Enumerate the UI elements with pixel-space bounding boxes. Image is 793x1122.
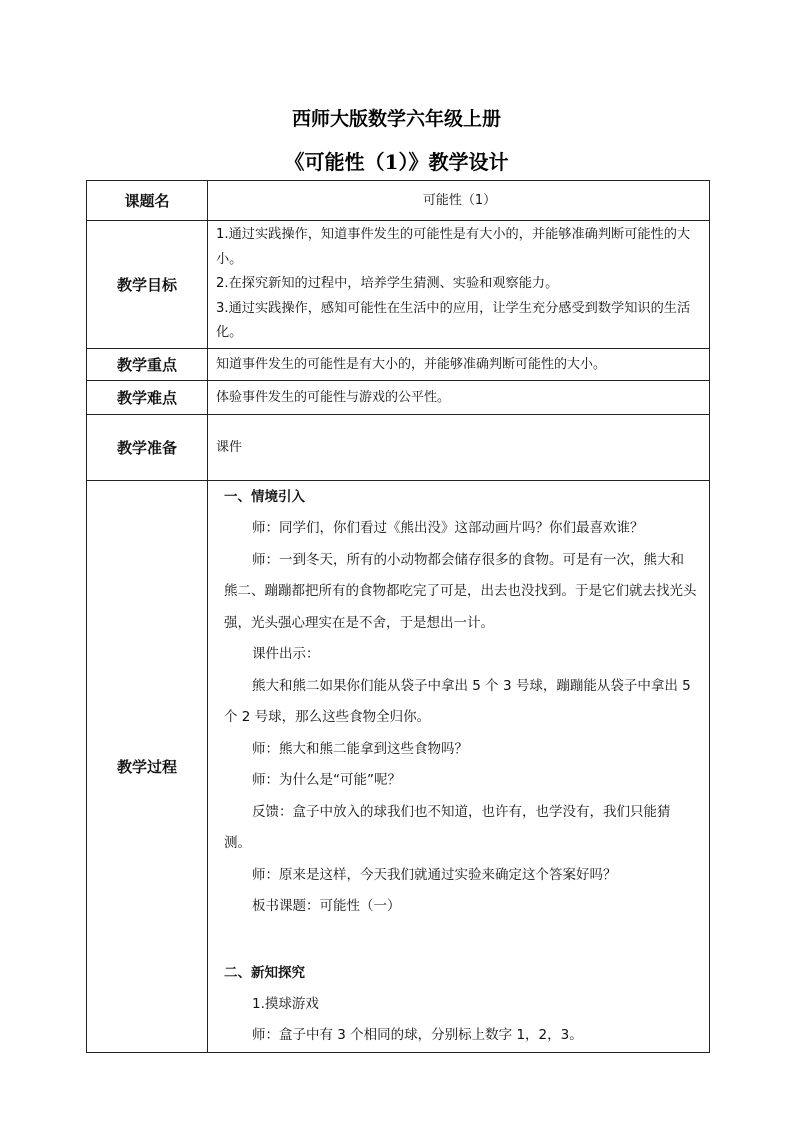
process-paragraph: 1.摸球游戏 <box>252 995 319 1012</box>
row-difficulties <box>87 381 710 415</box>
label-topic: 课题名 <box>87 181 208 221</box>
row-process <box>87 481 710 1053</box>
process-paragraph: 课件出示： <box>252 646 320 662</box>
process-paragraph: 板书课题：可能性（一） <box>252 898 401 914</box>
label-preparation: 教学准备 <box>87 415 208 481</box>
goal-item: 1.通过实践操作，知道事件发生的可能性是有大小的，并能够准确判断可能性的大小。 <box>216 227 691 267</box>
process-paragraph: 反馈：盒子中放入的球我们也不知道，也许有，也学没有，我们只能猜测。 <box>224 803 671 851</box>
label-process: 教学过程 <box>87 481 208 1053</box>
section-heading: 二、新知探究 <box>224 964 305 981</box>
value-preparation: 课件 <box>208 415 710 481</box>
document-subtitle: 《可能性（1）》教学设计 <box>284 150 509 174</box>
spacer <box>224 923 697 957</box>
process-paragraph: 师：盒子中有 3 个相同的球，分别标上数字 1，2，3。 <box>252 1027 583 1043</box>
section-heading: 一、情境引入 <box>224 489 305 505</box>
process-paragraph: 师：原来是这样，今天我们就通过实验来确定这个答案好吗？ <box>252 866 617 883</box>
process-paragraph: 熊大和熊二如果你们能从袋子中拿出 5 个 3 号球，蹦蹦能从袋子中拿出 5 个 2 号球，那么这些食物全归你。 <box>224 677 691 725</box>
goal-item: 3.通过实践操作，感知可能性在生活中的应用，让学生充分感受到数学知识的生活化。 <box>216 300 691 341</box>
value-topic: 可能性（1） <box>208 181 710 221</box>
process-paragraph: 师：同学们，你们看过《熊出没》这部动画片吗？你们最喜欢谁？ <box>252 520 644 536</box>
process-paragraph: 师：熊大和熊二能拿到这些食物吗？ <box>252 740 468 757</box>
value-key-points: 知道事件发生的可能性是有大小的，并能够准确判断可能性的大小。 <box>208 349 710 381</box>
lesson-plan-table <box>86 180 710 1053</box>
value-goals <box>208 221 710 349</box>
label-difficulties: 教学难点 <box>87 381 208 415</box>
document-title: 西师大版数学六年级上册 <box>291 108 501 130</box>
label-key-points: 教学重点 <box>87 349 208 381</box>
row-topic <box>87 181 710 221</box>
value-process <box>208 481 710 1053</box>
process-paragraph: 师：为什么是“可能”呢？ <box>252 772 401 788</box>
label-goals: 教学目标 <box>87 221 208 349</box>
process-paragraph: 师：一到冬天，所有的小动物都会储存很多的食物。可是有一次，熊大和熊二、蹦蹦都把所有的食物都吃完了可是，出去也没找到。于是它们就去找光头强，光头强心理实在是不舍，于是想出一计。 <box>224 551 697 631</box>
row-key-points <box>87 349 710 381</box>
value-difficulties: 体验事件发生的可能性与游戏的公平性。 <box>208 381 710 415</box>
goal-item: 2.在探究新知的过程中，培养学生猜测、实验和观察能力。 <box>216 276 559 292</box>
row-preparation <box>87 415 710 481</box>
row-goals <box>87 221 710 349</box>
